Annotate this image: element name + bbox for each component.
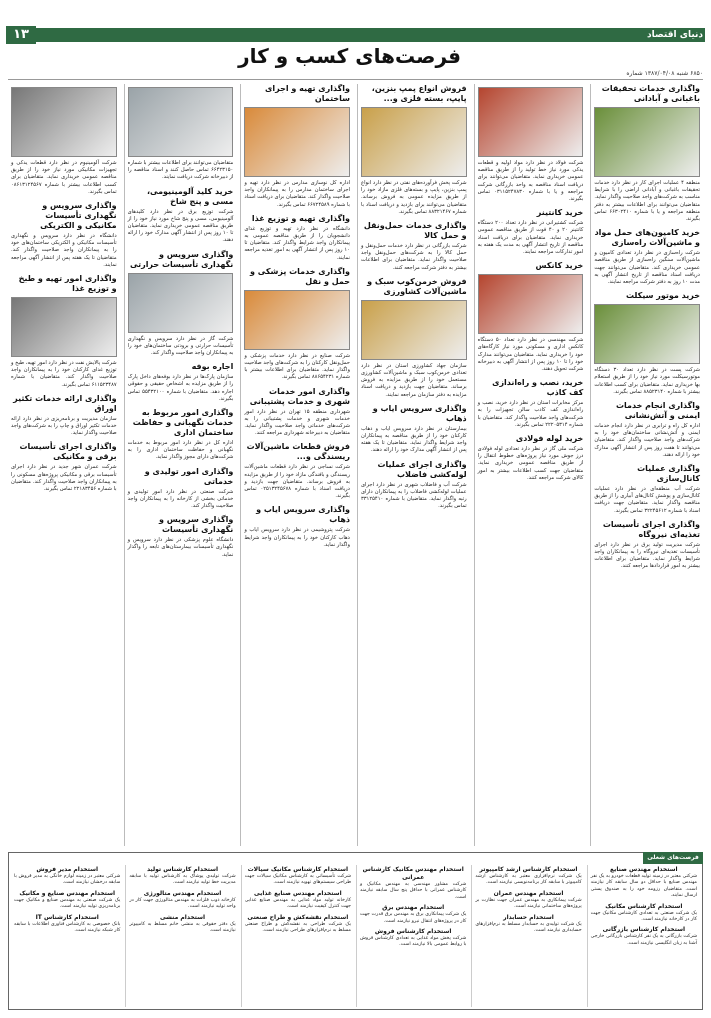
article-body: اداره کل راه و ترابری در نظر دارد انجام خدمات ایمنی و آتش‌نشانی ساختمان‌های خود را به شرکت‌های واجد صلاحیت واگذار کند. متقاضیان می‌توانند تا هفت روز پس از انتشار آگهی مدارک خود را ارائه دهند. (594, 423, 700, 458)
article-title: واگذاری اجرای عملیات لوله‌کشی فاضلاب (377, 459, 467, 479)
classified-column (11, 865, 123, 1007)
article-column (590, 84, 703, 846)
article (11, 394, 117, 438)
article-photo (11, 297, 117, 357)
article-photo (11, 87, 117, 157)
classified-body: شرکتی معتبر در زمینه لوازم خانگی به مدیر فروش با سابقه درخشان نیازمند است. (14, 874, 121, 886)
classified-body: شرکت تأسیساتی به کارشناس مکانیک سیالات جهت طراحی سیستم‌های تهویه نیازمند است. (244, 874, 352, 886)
article-title: واگذاری سرویس و نگهداری تأسیسات مکانیکی و الکتریکی (40, 201, 117, 231)
article-title: واگذاری سرویس ایاب و ذهاب (372, 403, 467, 423)
article-title: واگذاری امور تولیدی و خدماتی (144, 466, 234, 486)
article-photo (244, 107, 350, 177)
classified-title: استخدام کارشناس مکانیک سیالات (247, 866, 349, 873)
article-title: خرید، نصب و راه‌اندازی کف کاذب (492, 378, 584, 398)
classified-ad (591, 903, 697, 924)
article (244, 267, 350, 382)
article (478, 208, 584, 256)
classified-body: شرکت بازرگانی به یک نفر کارشناس بازرگانی خارجی آشنا به زبان انگلیسی نیازمند است. (590, 934, 697, 946)
article (128, 467, 234, 511)
article-column (240, 84, 353, 846)
classified-ad (360, 928, 466, 949)
article-body: متقاضیان می‌توانند برای اطلاعات بیشتر با شماره ۶۶۴۲۳۱۵۰ تماس حاصل کنند و اسناد مناقصه را از دبیرخانه شرکت دریافت نمایند. (127, 160, 234, 181)
classified-column (125, 865, 238, 1007)
article-columns (8, 84, 703, 846)
article-title: خرید کامیون‌های حمل مواد و ماشین‌آلات راه‌سازی (594, 228, 700, 248)
article-body: مرکز مخابرات استان در نظر دارد خرید، نصب و راه‌اندازی کف کاذب سالن تجهیزات را به شرکت‌های واجد صلاحیت واگذار کند. متقاضیان با شماره ۲۲۲۰۵۳۱۴ تماس بگیرند. (477, 400, 584, 428)
article-body: شرکت مدیریت تولید برق در نظر دارد اجرای تأسیسات تغذیه‌ای نیروگاه را به پیمانکاران واجد شرایط واگذار نماید. متقاضیان برای اطلاعات بیشتر به امور قراردادها مراجعه کنند. (594, 541, 700, 570)
article-title: واگذاری ارائه خدمات تکثیر اوراق (13, 393, 117, 413)
article-photo (361, 300, 467, 360)
classified-ad (591, 866, 697, 900)
article-title: واگذاری امور تهیه و طبخ و توزیع غذا (18, 274, 117, 294)
article (478, 378, 584, 429)
classified-ad (591, 926, 697, 947)
article (478, 434, 584, 482)
classified-ad (129, 914, 235, 935)
article-photo (594, 107, 700, 177)
issue-info: ۶۸۵۰ شنبه ۱۳۸۷/۰۴/۰۸ شماره (8, 70, 703, 80)
article (11, 87, 117, 196)
article-title: فروش خرمن‌کوب سبک و ماشین‌آلات کشاورزی (367, 276, 467, 296)
classified-body: شرکتی معتبر در زمینه تولید قطعات خودرو به یک نفر مهندس صنایع با حداقل دو سال سابقه کار نیازمند است. متقاضیان رزومه خود را به صندوق پستی ارسال نمایند. (590, 874, 697, 899)
article (244, 214, 350, 262)
classified-title: استخدام مدیر فروش (36, 866, 99, 873)
article-body: شرکت صنعتی در نظر دارد امور تولیدی و خدماتی بخشی از کارخانه را به پیمانکاران واجد صلاحیت واگذار کند. (127, 488, 234, 510)
classified-title: استخدام منشی (159, 913, 206, 921)
article-body: شرکت آب و فاضلاب شهری در نظر دارد اجرای عملیات لوله‌کشی فاضلاب را به پیمانکاران دارای رتبه واگذار نماید. متقاضیان با شماره ۳۳۱۲۵۴۱۰ تماس بگیرند. (360, 481, 467, 510)
article-body: دانشگاه در نظر دارد تهیه و توزیع غذای دانشجویان را از طریق مناقصه عمومی به پیمانکاران واجد شرایط واگذار کند. متقاضیان تا ۱۰ روز پس از انتشار آگهی به امور تغذیه مراجعه نمایند. (244, 225, 350, 261)
article-body: شرکت پست در نظر دارد تعداد ۳۰ دستگاه موتورسیکلت مورد نیاز خود را از طریق استعلام بها خریداری نماید. متقاضیان برای کسب اطلاعات بیشتر با شماره ۸۸۵۲۳۱۴۰ تماس بگیرند. (594, 367, 700, 395)
article-title: واگذاری امور مربوط به خدمات نگهبانی و حفاظت ساختمان اداری (132, 408, 234, 438)
classified-column (241, 865, 354, 1007)
classified-title: استخدام کارشناس ارشد کامپیوتر (479, 866, 578, 873)
classified-column (471, 865, 584, 1007)
article-title: واگذاری سرویس و نگهداری تأسیسات (158, 515, 234, 535)
article (11, 442, 117, 493)
classified-body: یک شرکت تولیدی به حسابدار مسلط به نرم‌افزارهای حسابداری نیازمند است. (475, 921, 582, 934)
article-body: اداره کل در نظر دارد امور مربوط به خدمات نگهبانی و حفاظت ساختمان اداری را به شرکت‌های دارای مجوز واگذار نماید. (127, 440, 234, 461)
article-photo (361, 107, 467, 177)
article (361, 460, 467, 511)
classified-body: بانک خصوصی به کارشناس فناوری اطلاعات با سابقه کار شبکه نیازمند است. (14, 921, 121, 934)
article-title: واگذاری تهیه و اجرای ساختمان (265, 84, 350, 103)
classified-body: یک شرکت صنعتی به مهندس صنایع و مکانیک جهت برنامه‌ریزی تولید نیازمند است. (14, 897, 121, 910)
article-body: دانشگاه علوم پزشکی در نظر دارد سرویس و نگهداری تأسیسات بیمارستان‌های تابعه را واگذار نماید. (127, 537, 234, 558)
article-title: واگذاری خدمات پزشکی و حمل و نقل (250, 266, 350, 286)
classified-body: کارخانه تولید مواد غذایی به مهندس صنایع غذایی جهت کنترل کیفیت نیازمند است. (244, 897, 352, 910)
classified-title: استخدام مهندس صنایع (610, 866, 678, 873)
article-body: شرکت پخش فرآورده‌های نفتی در نظر دارد انواع پمپ بنزین، پایپ و بسته‌های فلزی مازاد خود را از طریق مزایده عمومی به فروش برساند. متقاضیان می‌توانند برای بازدید و دریافت اسناد با شماره ۸۸۳۲۱۴۶۷ تماس بگیرند. (360, 180, 467, 215)
article-body: شرکت صنایع در نظر دارد خدمات پزشکی و حمل‌ونقل کارکنان را به شرکت‌های واجد صلاحیت واگذار نماید. متقاضیان برای اطلاعات بیشتر با شماره ۸۸۶۵۴۲۳۱ تماس بگیرند. (244, 352, 350, 381)
classified-ad (245, 866, 351, 887)
article-body: شرکت پتروشیمی در نظر دارد سرویس ایاب و ذهاب کارکنان خود را به پیمانکاران واجد شرایط واگذار نماید. (244, 527, 350, 548)
article-body: شرکت آلومینیوم در نظر دارد قطعات یدکی و تجهیزات مکانیکی مورد نیاز خود را از طریق مناقصه عمومی خریداری نماید. متقاضیان برای کسب اطلاعات بیشتر با شماره ۰۸۶۱۳۱۲۴۵۶۷ تماس بگیرند. (10, 160, 117, 195)
classified-ad (360, 904, 466, 925)
classified-body: یک دفتر حقوقی به منشی خانم مسلط به کامپیوتر نیازمند است. (129, 921, 236, 934)
classified-ad (245, 890, 351, 911)
article-title: فروش انواع پمپ بنزین، پایپ، بسته فلزی و... (371, 84, 467, 103)
article-body: شرکت فولاد در نظر دارد مواد اولیه و قطعات یدکی مورد نیاز خط تولید را از طریق مناقصه عمومی خریداری نماید. متقاضیان می‌توانند برای دریافت اسناد مناقصه به واحد بازرگانی شرکت مراجعه و یا با شماره ۰۳۱۱۵۲۴۷۸۳۰ تماس بگیرند. (477, 160, 584, 203)
article-title: خرید موتور سیکلت (625, 291, 700, 301)
article-body: شهرداری منطقه ۱۵ تهران در نظر دارد امور خدمات شهری و خدمات پشتیبانی را به شرکت‌های خدماتی واجد صلاحیت واگذار نماید. متقاضیان به دبیرخانه شهرداری مراجعه کنند. (244, 408, 350, 437)
article (594, 401, 700, 459)
classified-ad (245, 914, 351, 935)
article (361, 221, 467, 272)
classified-ad (475, 866, 581, 887)
article-body: شرکت آب منطقه‌ای در نظر دارد عملیات کانال‌سازی و پوشش کانال‌های آبیاری را از طریق مناقصه واگذار نماید. متقاضیان جهت دریافت اسناد با شماره ۳۲۲۴۵۶۱۲ تماس بگیرند. (594, 486, 700, 514)
article-photo (128, 87, 234, 157)
article-title: اجاره بوفه (191, 362, 234, 372)
article (128, 362, 234, 403)
classified-title: استخدام مهندس عمران (493, 889, 564, 897)
article-body: اداره کل نوسازی مدارس در نظر دارد تهیه و اجرای ساختمان مدارس را به پیمانکاران واجد صلاحیت واگذار کند. متقاضیان برای دریافت اسناد با شماره ۶۶۷۲۴۵۸۹ تماس بگیرند. (244, 180, 350, 208)
article (594, 228, 700, 286)
article-title: فروش قطعات ماشین‌آلات ریسندگی و... (246, 442, 350, 462)
classified-title: استخدام نقشه‌کش و طراح صنعتی (247, 913, 349, 921)
article (594, 520, 700, 571)
classifieds-box (8, 852, 703, 1010)
article-title: خرید کانکس (535, 261, 584, 271)
article-title: خرید لوله فولادی (515, 434, 584, 444)
article-body: شرکت گاز در نظر دارد سرویس و نگهداری تأسیسات حرارتی و برودتی ساختمان‌های خود را به پیمانکاران واجد صلاحیت واگذار کند. (127, 335, 234, 357)
header-bar (6, 28, 705, 42)
article-title: واگذاری عملیات کانال‌سازی (637, 464, 700, 484)
article (244, 84, 350, 209)
article-title: واگذاری امور خدمات شهری و خدمات پشتیبانی (249, 386, 350, 406)
classified-title: استخدام حسابدار (503, 913, 554, 921)
article (11, 274, 117, 389)
article (244, 505, 350, 549)
article-column (357, 84, 470, 846)
page-number: ١٣ (6, 26, 36, 44)
article-title: خرید کانتینر (536, 208, 584, 218)
article-photo (478, 274, 584, 334)
classified-ad (129, 890, 235, 911)
article-body: شرکت توزیع برق در نظر دارد کلیدهای آلومینیومی، مسی و پنج شاخ مورد نیاز خود را از طریق مناقصه عمومی خریداری نماید. متقاضیان تا ۱۰ روز پس از انتشار آگهی مدارک خود را ارائه دهند. (127, 208, 234, 244)
classified-title: استخدام کارشناس فروش (374, 928, 452, 936)
article (128, 87, 234, 182)
article (594, 464, 700, 515)
classified-body: یک شرکت طراحی به نقشه‌کش و طراح صنعتی مسلط به نرم‌افزارهای طراحی نیازمند است. (244, 921, 352, 934)
article (361, 84, 467, 216)
article-title: واگذاری تهیه و توزیع غذا (251, 213, 350, 223)
article (478, 87, 584, 203)
article-column (474, 84, 587, 846)
masthead: دنیای اقتصاد (647, 30, 703, 40)
article (594, 84, 700, 223)
classified-body: شرکت تولیدی پوشاک به کارشناس تولید با سابقه مدیریت خط تولید نیازمند است. (129, 874, 236, 886)
article (128, 515, 234, 559)
article-body: شرکت کشتیرانی در نظر دارد تعداد ۲۰۰ دستگاه کانتینر ۲۰ و ۴۰ فوت از طریق مناقصه عمومی خریداری نماید. متقاضیان برای دریافت اسناد مناقصه از تاریخ انتشار آگهی به مدت یک هفته به امور تدارکات مراجعه نمایند. (477, 220, 584, 256)
article-body: شرکت پالایش نفت در نظر دارد امور تهیه، طبخ و توزیع غذای کارکنان خود را به پیمانکاران واجد صلاحیت واگذار کند. متقاضیان با شماره ۶۱۱۵۲۳۴۸۷ تماس بگیرند. (10, 360, 117, 388)
article-body: شرکت ملی گاز در نظر دارد تعدادی لوله فولادی درز جوش مورد نیاز پروژه‌های خطوط انتقال را از طریق مناقصه عمومی خریداری نماید. متقاضیان جهت کسب اطلاعات بیشتر به امور کالای شرکت مراجعه کنند. (477, 446, 584, 481)
classified-body: یک شرکت پیمانکاری برق به مهندس برق قدرت جهت کار در پروژه‌های انتقال نیرو نیازمند است. (360, 912, 467, 924)
article-title: واگذاری خدمات تحقیقات باغبانی و آبادانی (601, 84, 700, 103)
article-column (124, 84, 237, 846)
classified-ad (475, 914, 581, 935)
classified-ad (129, 866, 235, 887)
section-title: فرصت‌های کسب و کار (238, 44, 461, 68)
article-body: بیمارستان در نظر دارد سرویس ایاب و ذهاب کارکنان خود را از طریق مناقصه به پیمانکاران واجد شرایط واگذار نماید. متقاضیان تا یک هفته پس از انتشار آگهی مدارک خود را ارائه دهند. (360, 425, 467, 454)
article (128, 187, 234, 245)
classified-title: استخدام کارشناس IT (35, 913, 99, 921)
classified-ad (14, 890, 120, 911)
article (11, 201, 117, 269)
classified-body: شرکت پخش مواد غذایی به تعدادی کارشناس فروش با روابط عمومی بالا نیازمند است. (360, 936, 467, 948)
classified-body: یک شرکت نرم‌افزاری معتبر به کارشناس ارشد کامپیوتر با سابقه کار برنامه‌نویسی نیازمند است. (475, 874, 582, 886)
article-title: واگذاری انجام خدمات ایمنی و آتش‌نشانی (616, 401, 700, 421)
classified-title: استخدام مهندس صنایع و مکانیک (19, 889, 116, 897)
article-photo (244, 290, 350, 350)
article-title: واگذاری اجرای تأسیسات برقی و مکانیکی (19, 442, 117, 462)
article (361, 277, 467, 399)
article (594, 291, 700, 396)
article-body: منطقه ۴ عملیات اجرای کار در نظر دارد خدمات تحقیقات باغبانی و آبادانی اراضی را با شرایط مناسب به شرکت‌های واجد صلاحیت واگذار نماید. متقاضیان می‌توانند برای اطلاعات بیشتر به دفتر منطقه مراجعه و یا با شماره ۶۶۳۰۲۴۱۰ تماس بگیرند. (594, 180, 700, 223)
article-photo (478, 87, 584, 157)
classified-title: استخدام مهندس متالورژی (143, 889, 222, 897)
classifieds-grid (11, 865, 700, 1007)
article-title: واگذاری سرویس ایاب و ذهاب (256, 505, 350, 525)
article-body: سازمان پارک‌ها در نظر دارد بوفه‌های داخل پارک را از طریق مزایده به اشخاص حقیقی و حقوقی اجاره دهد. متقاضیان با شماره ۵۵۴۳۲۱۰۰ تماس بگیرند. (127, 374, 234, 402)
article-body: شرکت نساجی در نظر دارد قطعات ماشین‌آلات ریسندگی و بافندگی مازاد خود را از طریق مزایده به فروش برساند. متقاضیان جهت بازدید و دریافت اسناد با شماره ۰۲۵۱۳۲۴۵۶۷۸ تماس بگیرند. (244, 464, 350, 500)
article-body: شرکت عمران شهر جدید در نظر دارد اجرای تأسیسات برقی و مکانیکی پروژه‌های مسکونی را به پیمانکاران واجد صلاحیت واگذار کند. متقاضیان با شماره ۲۲۱۸۳۴۵۶ تماس بگیرند. (10, 464, 117, 493)
classified-ad (360, 866, 466, 901)
classified-column (356, 865, 469, 1007)
classified-title: استخدام مهندس مکانیک کارشناس عمرانی (362, 866, 464, 881)
classified-body: کارخانه ذوب فلزات به مهندس متالورژی جهت کار در واحد تولید نیازمند است. (129, 897, 236, 910)
classified-title: استخدام مهندس صنایع غذایی (254, 889, 342, 897)
article (128, 408, 234, 462)
classified-body: شرکت پیمانکاری به مهندس عمران جهت نظارت بر پروژه‌های ساختمانی نیازمند است. (475, 897, 582, 910)
article-title: واگذاری سرویس و نگهداری تأسیسات حرارتی (129, 249, 234, 269)
article (478, 261, 584, 373)
article-body: شرکت بازرگانی در نظر دارد خدمات حمل‌ونقل و حمل کالا را به شرکت‌های حمل‌ونقل واجد صلاحیت واگذار نماید. متقاضیان برای اطلاعات بیشتر به دفتر شرکت مراجعه کنند. (360, 243, 467, 271)
classified-title: استخدام مهندس برق (382, 904, 445, 912)
article-body: سازمان مدیریت و برنامه‌ریزی در نظر دارد ارائه خدمات تکثیر اوراق و چاپ را به شرکت‌های واجد صلاحیت واگذار نماید. (10, 415, 117, 437)
classified-column (587, 865, 700, 1007)
article-title: واگذاری خدمات حمل‌ونقل و حمل کالا (363, 221, 467, 241)
article-body: شرکت راه‌سازی در نظر دارد تعدادی کامیون و ماشین‌آلات سنگین راه‌سازی از طریق مناقصه عمومی خریداری کند. متقاضیان می‌توانند جهت دریافت اسناد مناقصه از تاریخ انتشار آگهی به مدت ۱۰ روز به دفتر شرکت مراجعه نمایند. (594, 250, 700, 286)
classified-title: استخدام کارشناس مکانیک (605, 902, 683, 910)
article-photo (594, 304, 700, 364)
classifieds-tag: فرصت‌های شغلی (643, 852, 703, 864)
article-body: سازمان جهاد کشاورزی استان در نظر دارد تعدادی خرمن‌کوب سبک و ماشین‌آلات کشاورزی مستعمل خود را از طریق مزایده به فروش برساند. متقاضیان جهت بازدید و دریافت اسناد مزایده به دفتر سازمان مراجعه نمایند. (360, 362, 467, 398)
article-title: خرید کلید آلومینیومی، مسی و پنج شاخ (146, 186, 234, 206)
article-body: دانشگاه در نظر دارد سرویس و نگهداری تأسیسات مکانیکی و الکتریکی ساختمان‌های خود را به پیمانکاران واجد صلاحیت واگذار کند. متقاضیان تا یک هفته پس از انتشار آگهی مراجعه نمایند. (10, 233, 117, 268)
article-title: واگذاری اجرای تأسیسات تغذیه‌ای نیروگاه (602, 519, 700, 539)
classified-body: شرکت مشاور مهندسی به مهندس مکانیک و کارشناس عمرانی با حداقل پنج سال سابقه نیازمند است. (360, 882, 467, 900)
article (128, 250, 234, 358)
classified-title: استخدام کارشناس بازرگانی (602, 926, 686, 934)
classified-ad (14, 866, 120, 887)
article (361, 404, 467, 455)
classified-ad (14, 914, 120, 935)
classified-body: یک شرکت صنعتی به تعدادی کارشناس مکانیک جهت کار در کارخانه نیازمند است. (590, 910, 697, 923)
article (244, 442, 350, 500)
article-photo (128, 273, 234, 333)
classified-title: استخدام کارشناس تولید (146, 866, 219, 873)
article-body: شرکت مهندسی در نظر دارد تعداد ۵۰ دستگاه کانکس اداری و مسکونی مورد نیاز کارگاه‌های خود را خریداری نماید. متقاضیان می‌توانند مدارک خود را تا ۱۰ روز پس از انتشار آگهی به دبیرخانه شرکت تحویل دهند. (477, 337, 584, 373)
classified-ad (475, 890, 581, 911)
article-column (8, 84, 120, 846)
article (244, 387, 350, 438)
